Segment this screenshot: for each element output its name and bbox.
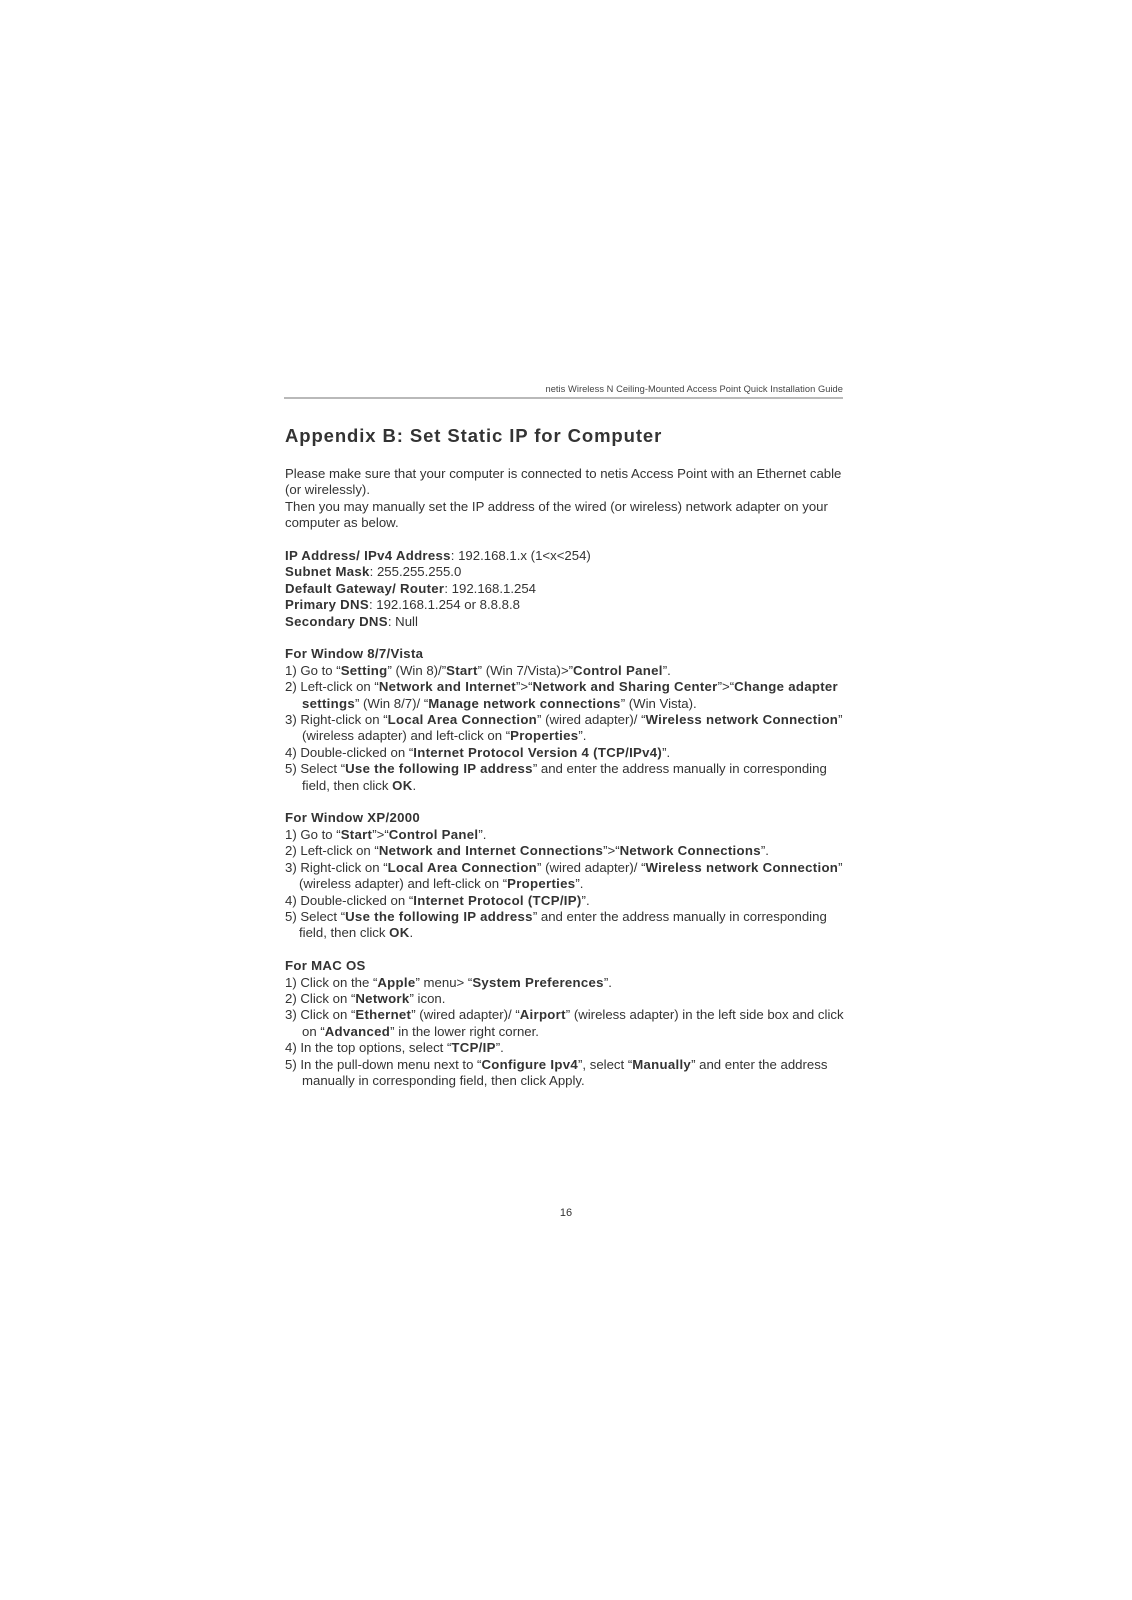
step-term: Control Panel: [573, 662, 663, 678]
step-term: Network: [355, 990, 410, 1006]
step-text: 5) Select “: [285, 761, 346, 777]
step-item: [285, 827, 855, 843]
step-text: ” (Win Vista).: [620, 695, 697, 711]
section-title: For Window 8/7/Vista: [285, 646, 424, 662]
step-item: [285, 761, 855, 794]
setting-label: Primary DNS: [285, 597, 369, 613]
setting-ip-address: [285, 548, 855, 564]
step-text: ” (wireless adapter) in the left side box and click on “: [302, 1007, 844, 1039]
step-text: ”.: [662, 662, 671, 678]
step-term: Use the following IP address: [345, 908, 533, 924]
step-text: ” and enter the address manually in corresponding field, then click Apply.: [302, 1056, 828, 1088]
step-term: Internet Protocol (TCP/IP): [413, 892, 582, 908]
step-text: ” (wireless adapter) and left-click on “: [299, 859, 843, 892]
setting-value: : 192.168.1.x (1<x<254): [450, 548, 591, 564]
step-text: ”>“: [372, 826, 389, 842]
running-header: netis Wireless N Ceiling-Mounted Access Point Quick Installation Guide: [545, 384, 843, 394]
setting-default-gateway: [285, 581, 855, 597]
section-title: For MAC OS: [285, 958, 366, 974]
step-text: ” and enter the address manually in corresponding field, then click: [299, 908, 827, 941]
step-term: Change adapter settings: [302, 679, 838, 711]
step-text: 2) Left-click on “: [285, 843, 379, 859]
section-windows-vista: [285, 646, 855, 794]
step-text: ”.: [478, 826, 487, 842]
ip-settings-list: [285, 548, 855, 630]
step-text: ”.: [575, 876, 584, 892]
section-windows-xp: [285, 810, 855, 941]
step-item: [285, 679, 855, 712]
setting-value: : 192.168.1.254: [444, 580, 536, 596]
step-text: 5) Select “: [285, 908, 346, 924]
setting-value: : 255.255.255.0: [369, 564, 462, 580]
step-term: Airport: [519, 1007, 566, 1023]
step-text: 3) Right-click on “: [285, 712, 388, 728]
intro-paragraph-2: Then you may manually set the IP address of the wired (or wireless) network adapter on your computer as below.: [285, 498, 828, 531]
step-term: OK: [392, 777, 413, 793]
step-term: Network and Internet: [378, 679, 516, 695]
step-text: ”.: [578, 728, 587, 744]
step-term: Use the following IP address: [345, 761, 533, 777]
step-text: 1) Go to “: [285, 662, 341, 678]
setting-label: Default Gateway/ Router: [285, 580, 445, 596]
intro-text: [285, 466, 855, 532]
setting-subnet-mask: [285, 564, 855, 580]
step-text: ” (Win 7/Vista)>”: [477, 662, 574, 678]
step-text: ”.: [495, 1040, 504, 1056]
step-text: ”.: [581, 892, 590, 908]
step-text: 1) Go to “: [285, 826, 341, 842]
step-text: ”>“: [603, 843, 620, 859]
page-number: 16: [559, 1207, 573, 1219]
step-item: [285, 663, 855, 679]
steps-list: [285, 827, 855, 942]
step-term: Configure Ipv4: [481, 1056, 578, 1072]
setting-primary-dns: [285, 597, 855, 613]
step-term: Network and Sharing Center: [532, 679, 718, 695]
step-text: ” (wired adapter)/ “: [537, 859, 646, 875]
step-text: 4) Double-clicked on “: [285, 744, 414, 760]
step-term: Start: [446, 662, 478, 678]
step-text: ”>“: [717, 679, 735, 695]
step-item: [285, 991, 855, 1007]
step-text: ” icon.: [409, 990, 446, 1006]
step-term: Apple: [377, 974, 416, 990]
step-text: .: [409, 925, 414, 941]
step-text: 2) Left-click on “: [285, 679, 379, 695]
step-text: ” (wireless adapter) and left-click on “: [302, 712, 843, 744]
step-term: Setting: [340, 662, 388, 678]
setting-label: Secondary DNS: [285, 613, 388, 629]
setting-secondary-dns: [285, 614, 855, 630]
step-text: 5) In the pull-down menu next to “: [285, 1056, 482, 1072]
step-term: System Preferences: [472, 974, 604, 990]
step-item: [285, 745, 855, 761]
step-term: Manually: [632, 1056, 692, 1072]
intro-paragraph-1: Please make sure that your computer is connected to netis Access Point with an Ethernet cable (or wirelessly).: [285, 466, 842, 498]
step-text: ”, select “: [578, 1056, 633, 1072]
step-item: [285, 712, 855, 745]
step-text: ” menu> “: [415, 974, 473, 990]
step-term: Wireless network Connection: [645, 712, 839, 728]
step-term: Wireless network Connection: [645, 859, 839, 875]
step-text: ” (wired adapter)/ “: [537, 712, 646, 728]
step-term: Properties: [510, 728, 579, 744]
section-title: For Window XP/2000: [285, 810, 420, 826]
step-term: Start: [340, 826, 373, 842]
step-text: 2) Click on “: [285, 990, 356, 1006]
setting-label: Subnet Mask: [285, 564, 370, 580]
steps-list: [285, 663, 855, 794]
setting-value: : Null: [387, 613, 418, 629]
step-term: Network and Internet Connections: [378, 843, 604, 859]
step-text: 1) Click on the “: [285, 974, 378, 990]
step-text: 3) Click on “: [285, 1007, 356, 1023]
step-text: 4) In the top options, select “: [285, 1040, 452, 1056]
step-item: [285, 909, 855, 942]
step-term: Local Area Connection: [387, 859, 538, 875]
step-item: [285, 1057, 855, 1090]
step-text: .: [412, 777, 417, 793]
setting-value: : 192.168.1.254 or 8.8.8.8: [368, 597, 520, 613]
step-item: [285, 1007, 855, 1040]
step-term: Local Area Connection: [387, 712, 538, 728]
step-text: ”.: [760, 843, 769, 859]
step-item: [285, 1040, 855, 1056]
step-item: [285, 893, 855, 909]
step-term: Properties: [507, 876, 576, 892]
step-text: 4) Double-clicked on “: [285, 892, 414, 908]
step-text: ”>“: [515, 679, 533, 695]
step-term: Manage network connections: [428, 695, 621, 711]
step-text: ” in the lower right corner.: [390, 1023, 539, 1039]
step-text: ” (Win 8/7)/ “: [354, 695, 429, 711]
step-term: Control Panel: [388, 826, 479, 842]
step-term: Internet Protocol Version 4 (TCP/IPv4): [413, 744, 663, 760]
step-text: ” and enter the address manually in corresponding field, then click: [302, 761, 827, 793]
step-term: TCP/IP: [451, 1040, 496, 1056]
page-title: Appendix B: Set Static IP for Computer: [285, 425, 663, 446]
step-item: [285, 843, 855, 859]
step-text: ”.: [662, 744, 671, 760]
step-text: 3) Right-click on “: [285, 859, 388, 875]
step-term: Ethernet: [355, 1007, 412, 1023]
section-mac-os: [285, 958, 855, 1089]
step-term: OK: [389, 925, 410, 941]
step-text: ”.: [603, 974, 612, 990]
step-text: ” (wired adapter)/ “: [411, 1007, 520, 1023]
step-item: [285, 860, 855, 893]
step-item: [285, 975, 855, 991]
steps-list: [285, 975, 855, 1090]
page-content: [285, 420, 855, 1089]
header-divider: [284, 397, 843, 399]
setting-label: IP Address/ IPv4 Address: [285, 548, 451, 564]
step-term: Advanced: [324, 1023, 391, 1039]
step-text: ” (Win 8)/”: [387, 662, 447, 678]
step-term: Network Connections: [619, 843, 761, 859]
